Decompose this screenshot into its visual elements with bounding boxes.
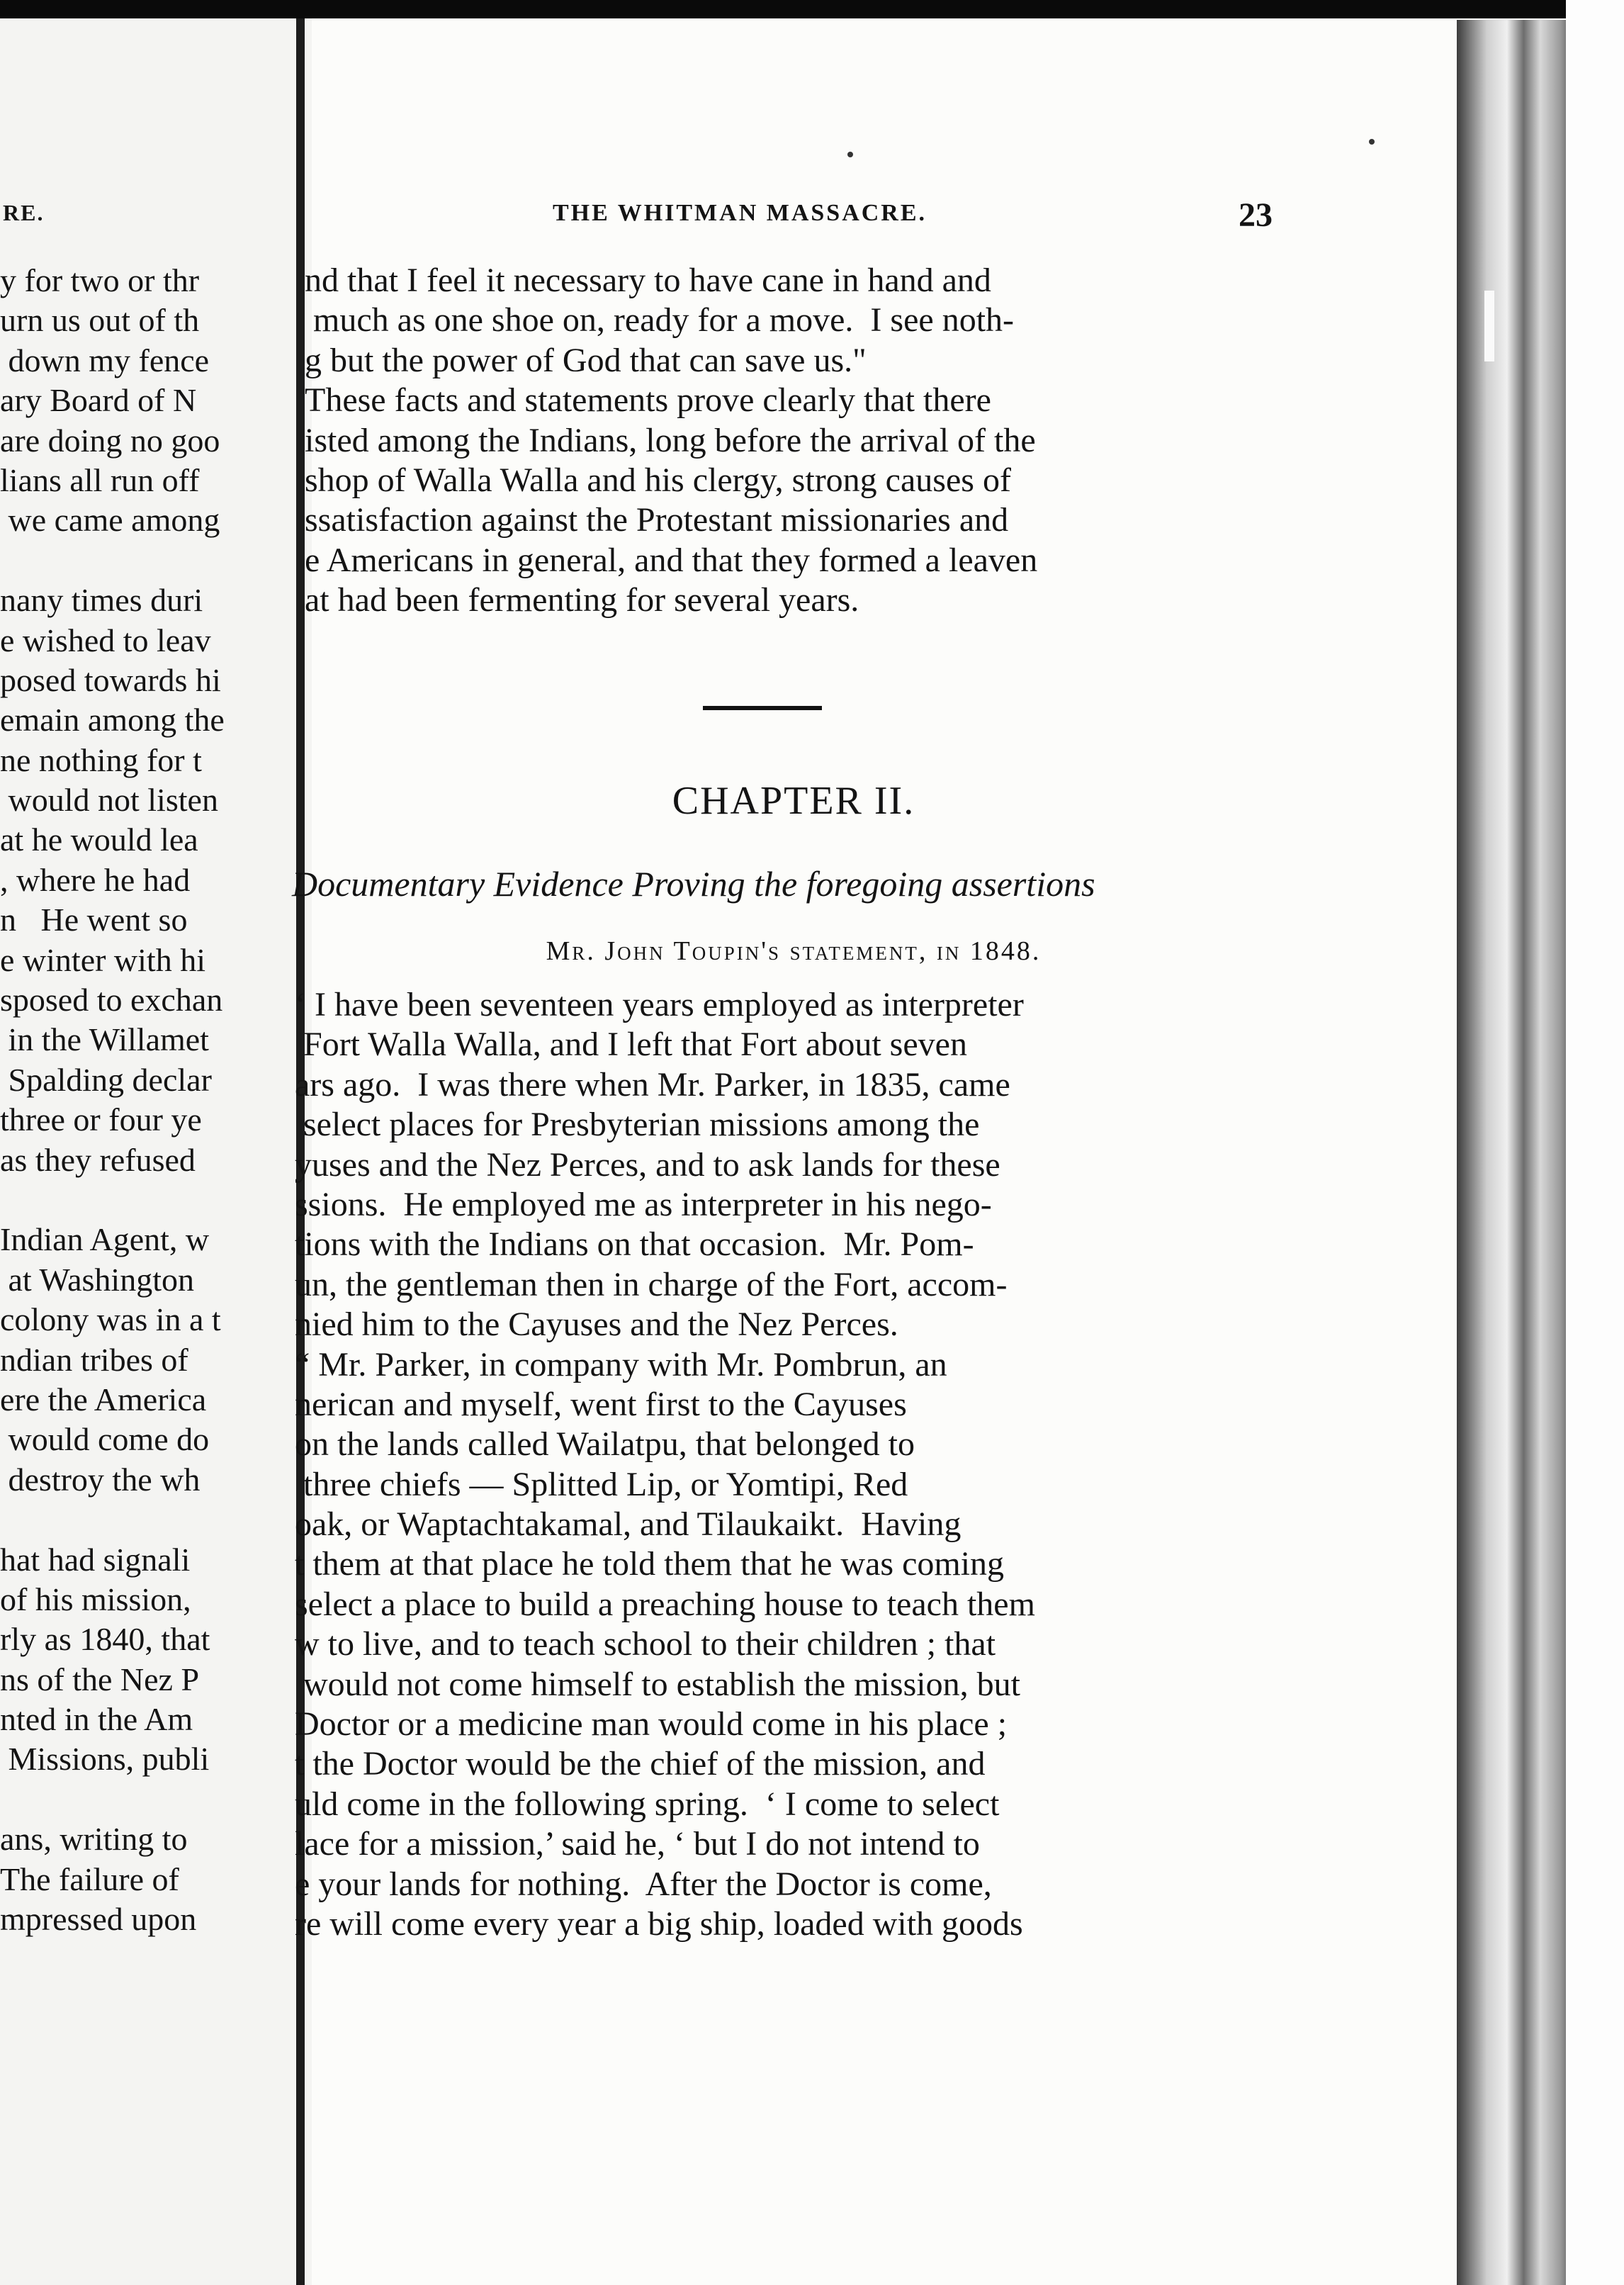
text-line	[0, 1180, 312, 1220]
text-line: g but the power of God that can save us."	[305, 341, 867, 379]
text-line: lace for a mission,’ said he, ‘ but I do not intend to	[295, 1825, 980, 1863]
text-line: e your lands for nothing. After the Doctor is come,	[295, 1865, 992, 1903]
text-line: down my fence	[0, 342, 210, 378]
text-line: nany times duri	[0, 582, 203, 619]
opening-paragraphs	[305, 261, 1282, 621]
left-running-head: RE.	[3, 200, 45, 225]
text-line: would not come himself to establish the mission, but	[295, 1665, 1020, 1703]
text-line: ssatisfaction against the Protestant missionaries and	[305, 501, 1009, 539]
text-line: tions with the Indians on that occasion. Mr. Pom-	[295, 1225, 974, 1264]
text-line: e Americans in general, and that they formed a leaven	[305, 541, 1038, 579]
left-page	[0, 0, 312, 2285]
scan-right-margin	[1566, 0, 1624, 2285]
text-line: n He went so	[0, 902, 188, 938]
text-line: w to live, and to teach school to their children ; that	[295, 1625, 996, 1663]
text-line: sposed to exchan	[0, 982, 223, 1018]
text-line: nied him to the Cayuses and the Nez Perces.	[295, 1306, 898, 1344]
text-line: e winter with hi	[0, 941, 205, 978]
text-line: destroy the wh	[0, 1461, 201, 1498]
text-line: ary Board of N	[0, 382, 197, 419]
text-line: un, the gentleman then in charge of the Fort, accom-	[295, 1265, 1008, 1303]
running-head: THE WHITMAN MASSACRE.	[553, 200, 927, 226]
text-line: e wished to leav	[0, 622, 211, 658]
spine-highlight	[1484, 291, 1494, 361]
text-line: y for two or thr	[0, 262, 200, 298]
text-line: ne nothing for t	[0, 741, 202, 778]
text-line: in the Willamet	[0, 1021, 209, 1058]
text-line: , where he had	[0, 861, 191, 898]
statement-heading: Mr. John Toupin's statement, in 1848.	[546, 936, 1042, 966]
text-line: emain among the	[0, 702, 225, 739]
text-line	[0, 1500, 312, 1539]
text-line: would not listen	[0, 782, 218, 819]
text-line: mpressed upon	[0, 1901, 197, 1938]
print-speck	[847, 152, 853, 157]
text-line: three or four ye	[0, 1101, 202, 1138]
scan-top-edge	[0, 0, 1624, 18]
text-line: three chiefs — Splitted Lip, or Yomtipi, Red	[295, 1465, 908, 1503]
text-line: ns of the Nez P	[0, 1661, 200, 1697]
text-line: isted among the Indians, long before the arrival of the	[305, 421, 1036, 459]
chapter-title: CHAPTER II.	[672, 779, 915, 823]
text-line: are doing no goo	[0, 422, 220, 459]
text-line: colony was in a t	[0, 1301, 221, 1338]
text-line	[0, 541, 312, 580]
text-line: uld come in the following spring. ‘ I come to select	[295, 1785, 1000, 1823]
text-line: urn us out of th	[0, 302, 200, 339]
text-line: ere the America	[0, 1381, 207, 1417]
text-line: The failure of	[0, 1860, 179, 1897]
text-line: Missions, publi	[0, 1741, 210, 1778]
left-page-text	[0, 261, 312, 1939]
text-line: rly as 1840, that	[0, 1621, 210, 1658]
text-line: would come do	[0, 1421, 210, 1458]
page-number: 23	[1239, 196, 1273, 234]
text-line: at had been fermenting for several years.	[305, 581, 859, 619]
text-line: “ Mr. Parker, in company with Mr. Pombrun, an	[295, 1345, 947, 1383]
text-line: ndian tribes of	[0, 1341, 188, 1378]
text-line: we came among	[0, 502, 220, 539]
text-line: ssions. He employed me as interpreter in his nego-	[295, 1185, 992, 1223]
section-divider	[703, 706, 822, 710]
text-line: ars ago. I was there when Mr. Parker, in 1835, came	[295, 1065, 1010, 1104]
text-line: ans, writing to	[0, 1821, 188, 1858]
text-line: t the Doctor would be the chief of the mission, and	[295, 1745, 986, 1783]
text-line: at Washington	[0, 1261, 194, 1298]
text-line: Fort Walla Walla, and I left that Fort about seven	[295, 1026, 967, 1064]
text-line: select a place to build a preaching house to teach them	[295, 1585, 1035, 1623]
statement-text	[295, 985, 1287, 1944]
text-line: lians all run off	[0, 461, 200, 498]
print-speck	[1369, 139, 1375, 145]
text-line: hat had signali	[0, 1541, 191, 1578]
text-line: re will come every year a big ship, loaded with goods	[295, 1904, 1023, 1943]
text-line: Indian Agent, w	[0, 1221, 210, 1258]
text-line: oak, or Waptachtakamal, and Tilaukaikt. Having	[295, 1505, 962, 1544]
text-line: posed towards hi	[0, 661, 221, 698]
text-line: Doctor or a medicine man would come in his place ;	[295, 1705, 1008, 1744]
text-line: Spalding declar	[0, 1061, 212, 1098]
text-line: ‘ I have been seventeen years employed as interpreter	[295, 986, 1024, 1023]
text-line: These facts and statements prove clearly that there	[305, 381, 991, 420]
text-line	[0, 1780, 312, 1819]
chapter-subtitle: Documentary Evidence Proving the foregoing assertions	[292, 864, 1095, 904]
text-line: shop of Walla Walla and his clergy, strong causes of	[305, 461, 1011, 499]
text-line: select places for Presbyterian missions among the	[295, 1106, 980, 1144]
text-line: much as one shoe on, ready for a move. I see noth-	[305, 301, 1015, 339]
text-line: nted in the Am	[0, 1701, 193, 1738]
text-line: t them at that place he told them that he was coming	[295, 1545, 1005, 1583]
text-line: as they refused	[0, 1141, 196, 1178]
text-line: at he would lea	[0, 821, 198, 858]
text-line: on the lands called Wailatpu, that belonged to	[295, 1425, 915, 1464]
text-line: nd that I feel it necessary to have cane in hand and	[305, 262, 991, 299]
text-line: yuses and the Nez Perces, and to ask lands for these	[295, 1145, 1000, 1184]
text-line: nerican and myself, went first to the Cayuses	[295, 1385, 907, 1423]
text-line: of his mission,	[0, 1581, 191, 1617]
